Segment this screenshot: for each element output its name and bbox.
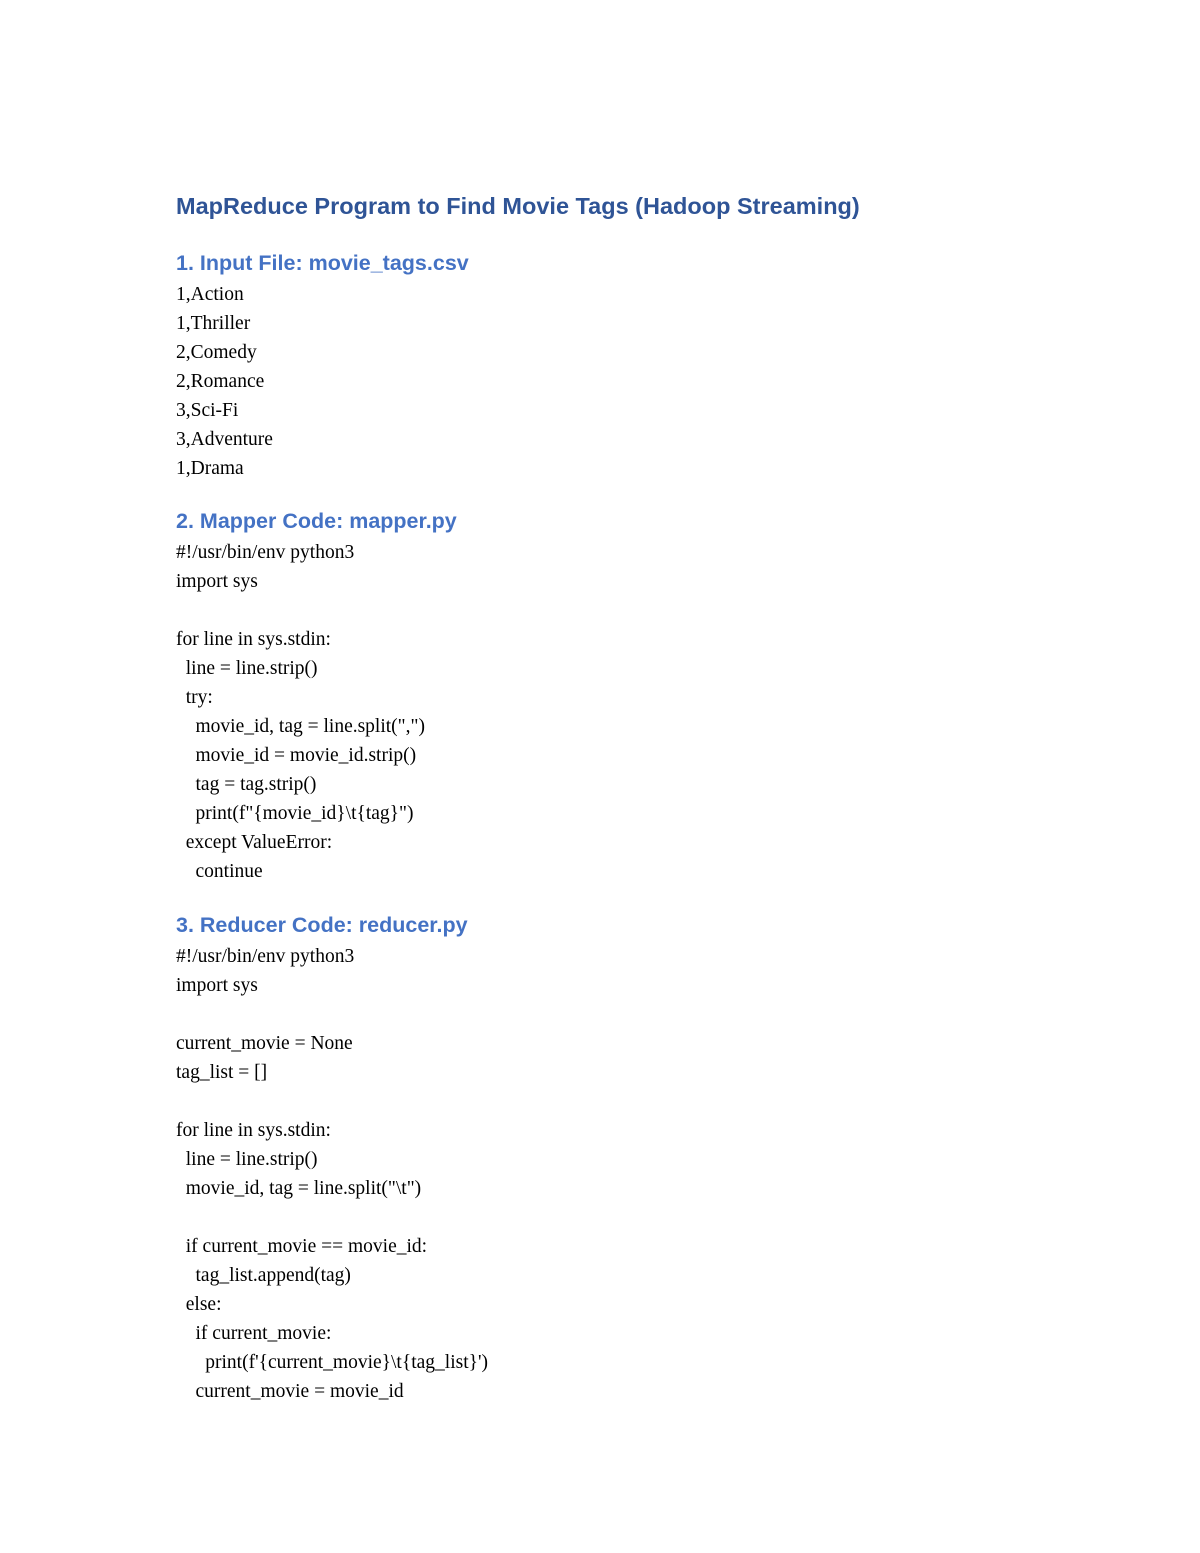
code-line: current_movie = None (176, 1033, 353, 1054)
section-heading: 1. Input File: movie_tags.csv (176, 251, 469, 275)
code-block (176, 942, 1076, 1406)
text-line: 2,Romance (176, 371, 265, 392)
code-line: continue (176, 861, 263, 882)
code-line: import sys (176, 975, 258, 996)
code-line: line = line.strip() (176, 1149, 318, 1170)
section-mapper-code (176, 506, 1076, 886)
code-line: #!/usr/bin/env python3 (176, 946, 355, 967)
section-input-file (176, 248, 1076, 483)
code-line: movie_id = movie_id.strip() (176, 745, 417, 766)
section-heading: 3. Reducer Code: reducer.py (176, 913, 468, 937)
code-line (176, 1087, 1076, 1116)
section-reducer-code (176, 910, 1076, 1406)
code-line: except ValueError: (176, 832, 333, 853)
code-line: if current_movie == movie_id: (176, 1236, 428, 1257)
code-line: line = line.strip() (176, 658, 318, 679)
code-line: tag_list.append(tag) (176, 1265, 351, 1286)
code-line: if current_movie: (176, 1323, 332, 1344)
code-block (176, 538, 1076, 886)
code-line: current_movie = movie_id (176, 1381, 404, 1402)
code-line: for line in sys.stdin: (176, 1120, 331, 1141)
csv-content (176, 280, 1076, 483)
code-line: print(f'{current_movie}\t{tag_list}') (176, 1352, 488, 1373)
code-line: for line in sys.stdin: (176, 629, 331, 650)
text-line: 1,Action (176, 284, 244, 305)
code-line (176, 596, 1076, 625)
code-line: print(f"{movie_id}\t{tag}") (176, 803, 414, 824)
code-line: tag_list = [] (176, 1062, 268, 1083)
section-heading: 2. Mapper Code: mapper.py (176, 509, 457, 533)
code-line: movie_id, tag = line.split("\t") (176, 1178, 422, 1199)
text-line: 1,Thriller (176, 313, 251, 334)
code-line: else: (176, 1294, 222, 1315)
text-line: 1,Drama (176, 458, 244, 479)
code-line (176, 1203, 1076, 1232)
code-line: movie_id, tag = line.split(",") (176, 716, 425, 737)
text-line: 3,Adventure (176, 429, 273, 450)
text-line: 2,Comedy (176, 342, 257, 363)
code-line: tag = tag.strip() (176, 774, 317, 795)
code-line: try: (176, 687, 213, 708)
document-title: MapReduce Program to Find Movie Tags (Hadoop Streaming) (176, 193, 860, 219)
text-line: 3,Sci-Fi (176, 400, 239, 421)
code-line: #!/usr/bin/env python3 (176, 542, 355, 563)
code-line: import sys (176, 571, 258, 592)
code-line (176, 1000, 1076, 1029)
